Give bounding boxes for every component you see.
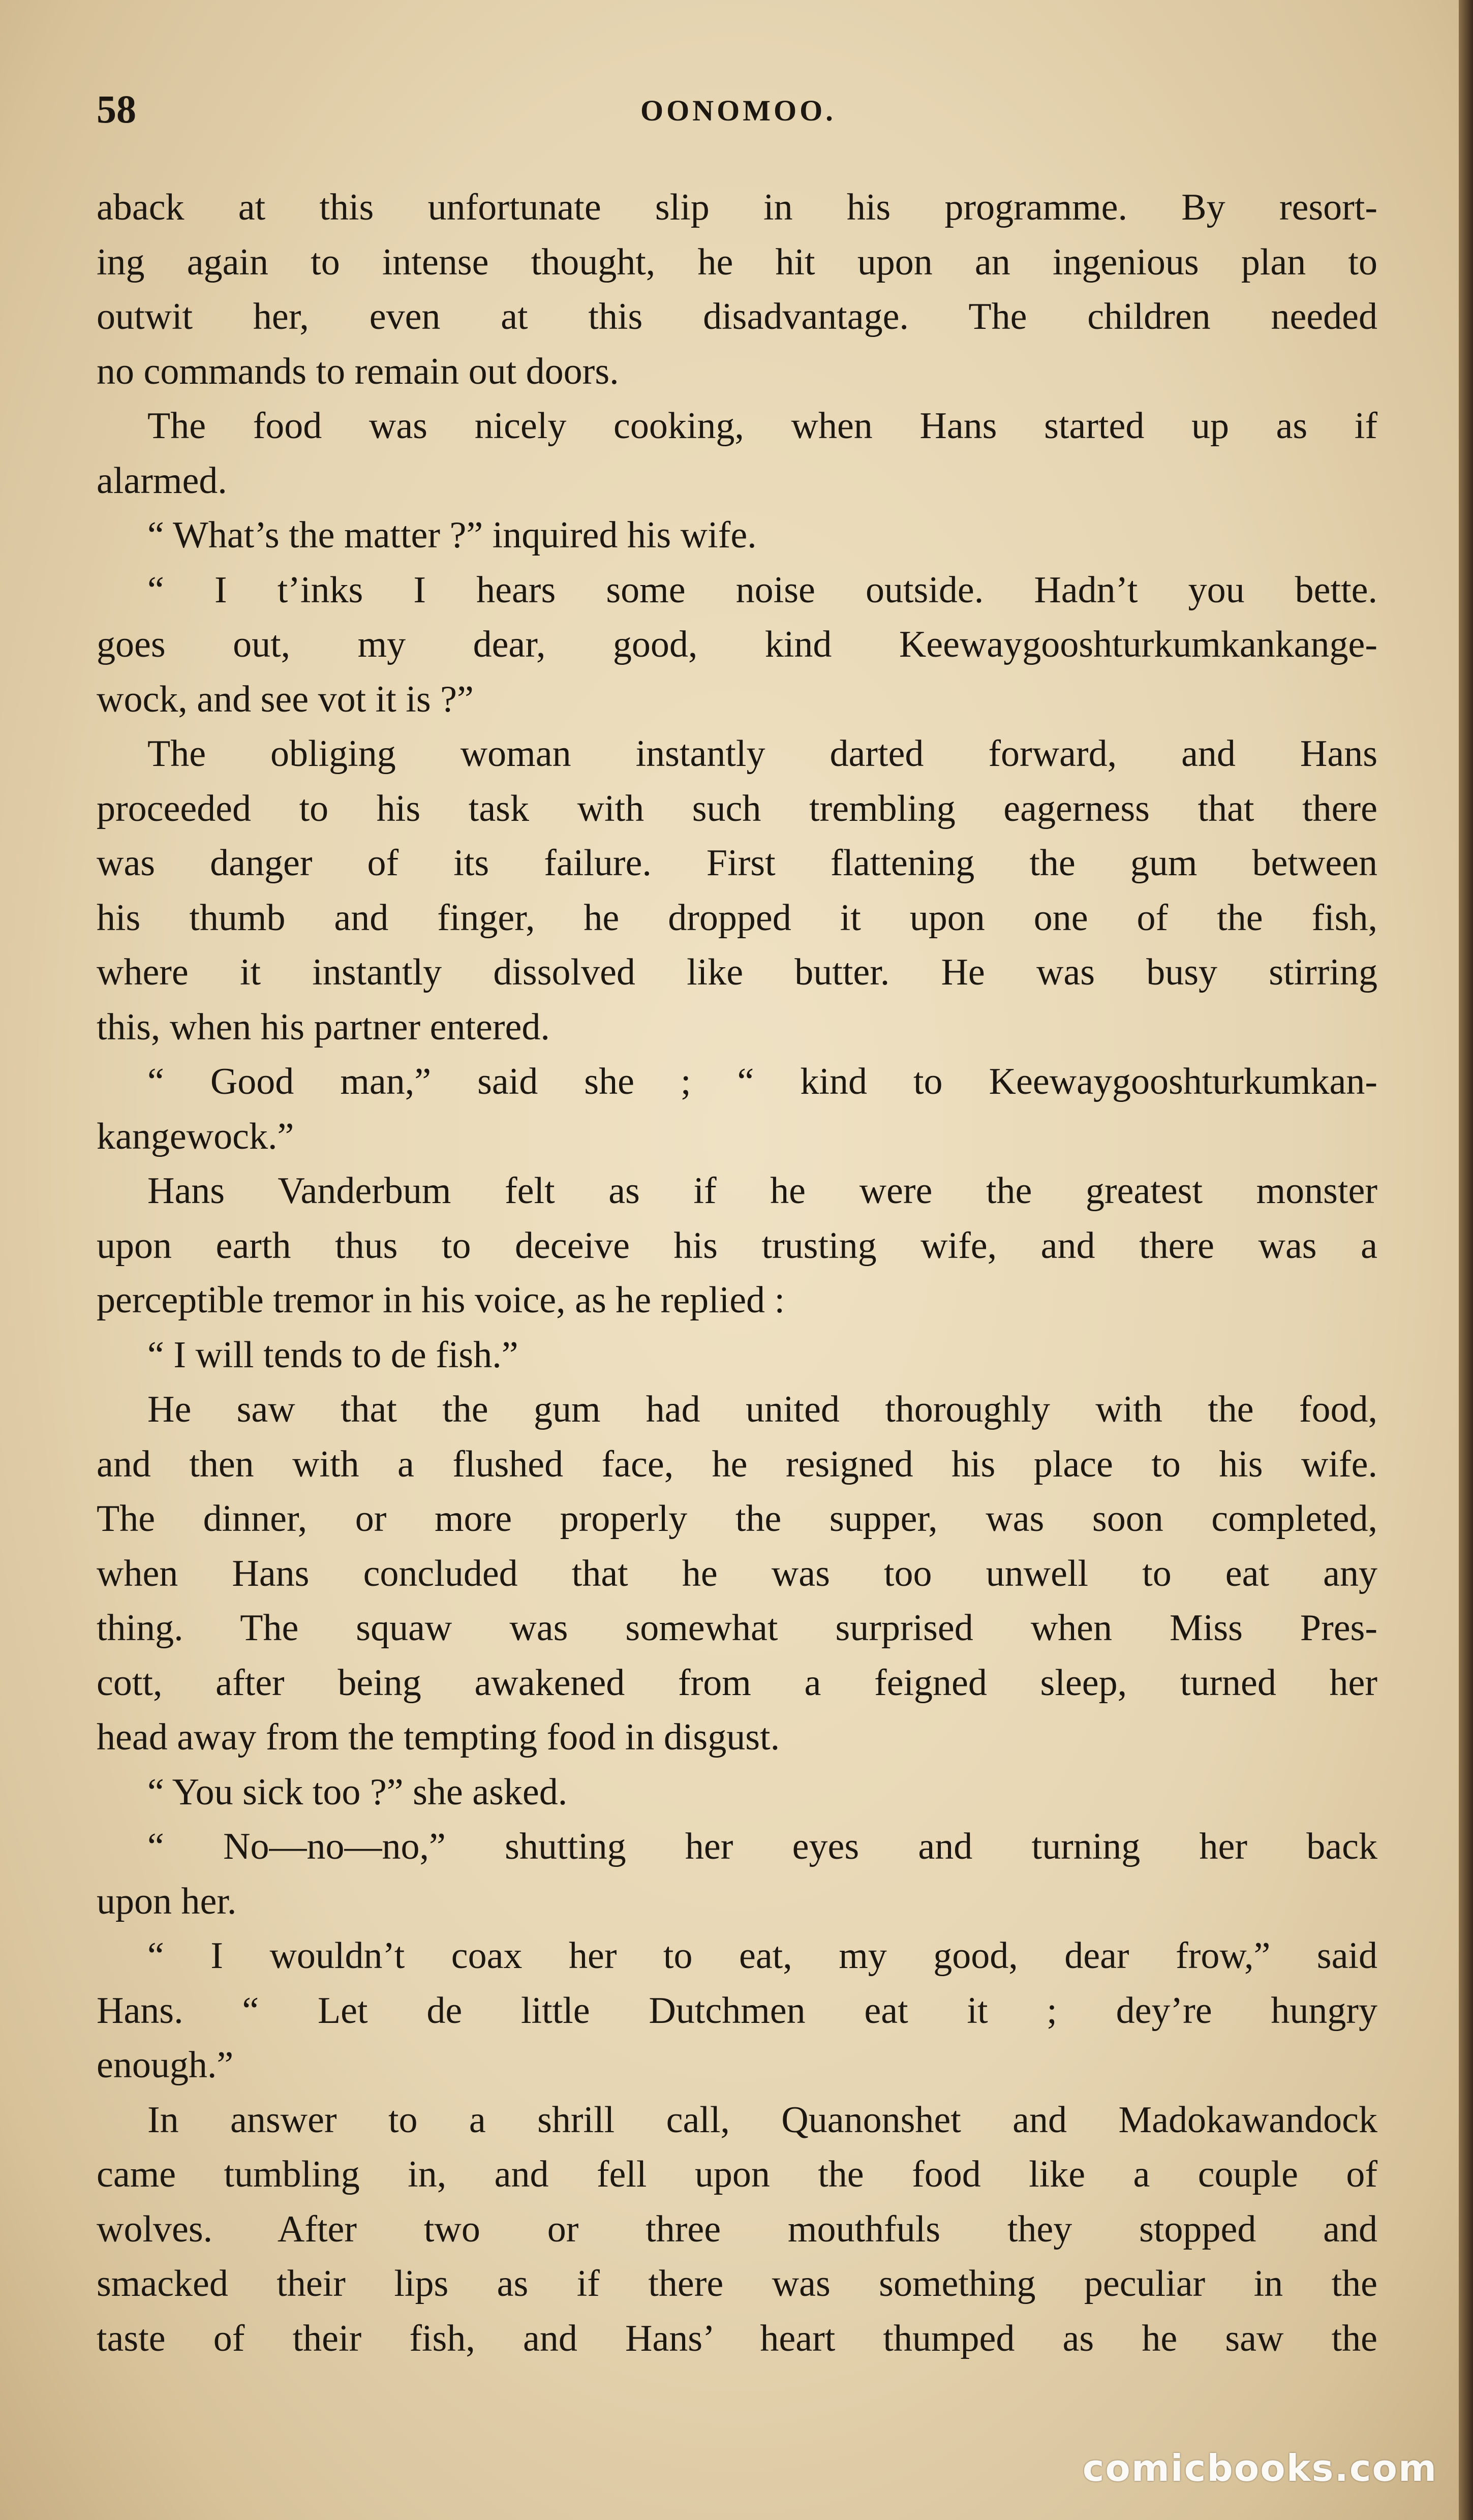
text-line: no commands to remain out doors. <box>97 350 619 392</box>
text-line: wock, and see vot it is ?” <box>97 678 474 720</box>
text-line: came tumbling in, and fell upon the food like a couple of <box>97 2154 1377 2195</box>
text-line: enough.” <box>97 2044 234 2086</box>
text-line: “ I wouldn’t coax her to eat, my good, dear frow,” said <box>147 1935 1377 1977</box>
text-line: and then with a flushed face, he resigned his place to his wife. <box>97 1443 1377 1485</box>
running-head: OONOMOO. <box>640 94 836 127</box>
text-line: thing. The squaw was somewhat surprised when Miss Pres- <box>97 1607 1377 1649</box>
text-line: was danger of its failure. First flattening the gum between <box>97 842 1377 884</box>
text-line: “ No—no—no,” shutting her eyes and turning her back <box>147 1826 1377 1867</box>
text-line: Hans Vanderbum felt as if he were the greatest monster <box>147 1170 1377 1212</box>
body-text <box>97 180 1377 2366</box>
text-line: alarmed. <box>97 459 227 502</box>
watermark: comicbooks.com <box>1082 2447 1437 2490</box>
text-line: The obliging woman instantly darted forward, and Hans <box>147 733 1377 775</box>
page-number: 58 <box>97 87 136 131</box>
text-line: perceptible tremor in his voice, as he replied : <box>97 1279 785 1321</box>
text-line: “ Good man,” said she ; “ kind to Keewaygooshturkumkan- <box>147 1061 1377 1102</box>
text-line: He saw that the gum had united thoroughly with the food, <box>147 1389 1377 1430</box>
text-line: goes out, my dear, good, kind Keewaygooshturkumkankange- <box>97 624 1377 665</box>
text-line: Hans. “ Let de little Dutchmen eat it ; dey’re hungry <box>97 1989 1377 2032</box>
text-line: outwit her, even at this disadvantage. The children needed <box>97 296 1377 337</box>
text-line: wolves. After two or three mouthfuls they stopped and <box>97 2208 1377 2250</box>
text-line: where it instantly dissolved like butter. He was busy stirring <box>97 951 1377 993</box>
text-line: kangewock.” <box>97 1115 294 1157</box>
text-line: when Hans concluded that he was too unwell to eat any <box>97 1552 1377 1594</box>
text-line: this, when his partner entered. <box>97 1006 550 1048</box>
page-edge-shadow <box>1459 0 1473 2520</box>
text-line: upon earth thus to deceive his trusting wife, and there was a <box>97 1224 1377 1267</box>
text-line: The dinner, or more properly the supper, was soon completed, <box>97 1498 1377 1540</box>
text-line: “ I will tends to de fish.” <box>147 1334 518 1376</box>
text-line: cott, after being awakened from a feigned sleep, turned her <box>97 1662 1377 1704</box>
text-line: “ You sick too ?” she asked. <box>147 1771 568 1813</box>
text-line: his thumb and finger, he dropped it upon one of the fish, <box>97 897 1377 939</box>
text-line: smacked their lips as if there was something peculiar in the <box>97 2263 1377 2304</box>
text-line: In answer to a shrill call, Quanonshet and Madokawandock <box>147 2099 1377 2141</box>
text-line: “ What’s the matter ?” inquired his wife. <box>147 514 757 556</box>
page-header <box>97 81 1377 142</box>
text-line: The food was nicely cooking, when Hans started up as if <box>147 405 1377 447</box>
text-line: proceeded to his task with such trembling eagerness that there <box>97 787 1377 829</box>
text-line: “ I t’inks I hears some noise outside. Hadn’t you bette. <box>147 569 1377 611</box>
text-line: head away from the tempting food in disgust. <box>97 1716 780 1758</box>
text-line: taste of their fish, and Hans’ heart thumped as he saw the <box>97 2317 1377 2359</box>
text-line: aback at this unfortunate slip in his programme. By resort- <box>97 187 1377 228</box>
text-line: upon her. <box>97 1880 237 1922</box>
text-line: ing again to intense thought, he hit upon an ingenious plan to <box>97 241 1377 283</box>
